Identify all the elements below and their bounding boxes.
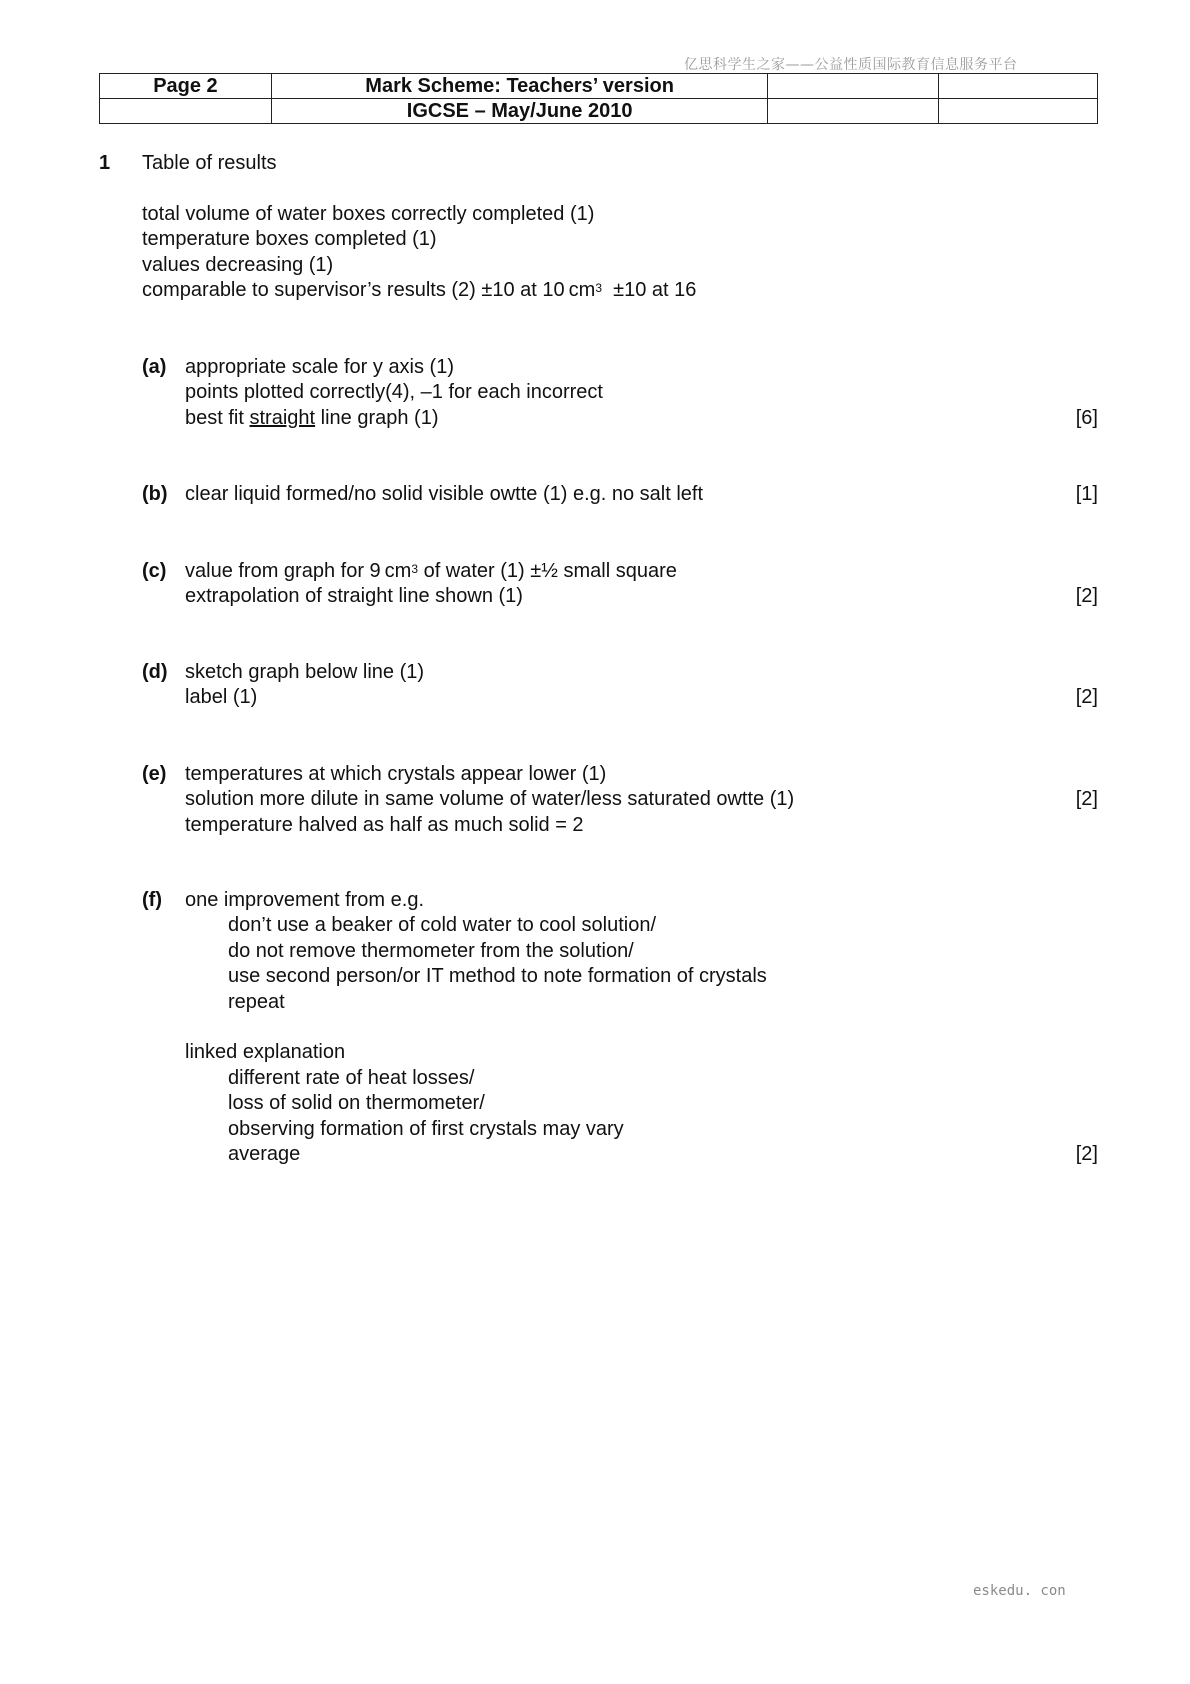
header-empty-cell bbox=[939, 99, 1098, 124]
question-title: Table of results bbox=[142, 152, 277, 174]
part-label-d: (d) bbox=[142, 661, 168, 683]
q1-comparable-text: comparable to supervisor’s results (2) ±10 at 10 cm bbox=[142, 279, 596, 301]
part-a-mark: [6] bbox=[1075, 407, 1098, 429]
q1-comparable-line bbox=[142, 278, 696, 302]
part-e-line: temperature halved as half as much solid = 2 bbox=[185, 814, 584, 836]
header-empty-cell bbox=[768, 99, 939, 124]
question-number: 1 bbox=[99, 152, 111, 174]
part-c-mark: [2] bbox=[1075, 585, 1098, 607]
part-f-explanation: different rate of heat losses/ bbox=[228, 1067, 475, 1089]
part-f-improvement: use second person/or IT method to note formation of crystals bbox=[228, 965, 767, 987]
part-d-mark: [2] bbox=[1075, 686, 1098, 708]
part-f-improvement: don’t use a beaker of cold water to cool solution/ bbox=[228, 914, 657, 936]
part-b-line: clear liquid formed/no solid visible owtte (1) e.g. no salt left bbox=[185, 483, 704, 505]
header-table bbox=[99, 73, 1098, 124]
part-f-mark: [2] bbox=[1075, 1143, 1098, 1165]
part-f-improvement: repeat bbox=[228, 991, 285, 1013]
header-title: Mark Scheme: Teachers’ version bbox=[271, 74, 768, 99]
q1-comparable-text: ±10 at 16 bbox=[613, 279, 697, 301]
q1-line: temperature boxes completed (1) bbox=[142, 228, 437, 250]
part-b-mark: [1] bbox=[1075, 483, 1098, 505]
watermark-bottom: eskedu. con bbox=[973, 1583, 1066, 1599]
part-c-line bbox=[185, 559, 677, 583]
part-c-text: value from graph for 9 cm bbox=[185, 560, 412, 582]
watermark-top: 亿思科学生之家——公益性质国际教育信息服务平台 bbox=[684, 57, 1018, 73]
part-d-line: label (1) bbox=[185, 686, 258, 708]
part-f-intro: one improvement from e.g. bbox=[185, 889, 424, 911]
superscript: 3 bbox=[411, 562, 419, 576]
part-e-line: solution more dilute in same volume of water/less saturated owtte (1) bbox=[185, 788, 795, 810]
part-d-line: sketch graph below line (1) bbox=[185, 661, 425, 683]
part-a-line: appropriate scale for y axis (1) bbox=[185, 356, 455, 378]
header-empty-cell bbox=[100, 99, 272, 124]
part-c-line: extrapolation of straight line shown (1) bbox=[185, 585, 523, 607]
header-empty-cell bbox=[939, 74, 1098, 99]
part-f-explanation: average bbox=[228, 1143, 301, 1165]
underlined-text: straight bbox=[249, 407, 316, 429]
part-a-text: best fit bbox=[185, 407, 250, 429]
q1-line: values decreasing (1) bbox=[142, 254, 334, 276]
header-subtitle: IGCSE – May/June 2010 bbox=[271, 99, 768, 124]
part-a-line: points plotted correctly(4), –1 for each incorrect bbox=[185, 381, 603, 403]
part-f-explanation: observing formation of first crystals may vary bbox=[228, 1118, 624, 1140]
part-a-line bbox=[185, 406, 438, 430]
superscript: 3 bbox=[595, 281, 603, 295]
part-c-text: of water (1) ±½ small square bbox=[418, 560, 677, 582]
part-e-line: temperatures at which crystals appear lower (1) bbox=[185, 763, 607, 785]
part-f-explanation: loss of solid on thermometer/ bbox=[228, 1092, 485, 1114]
part-f-explanation-intro: linked explanation bbox=[185, 1041, 346, 1063]
part-label-e: (e) bbox=[142, 763, 167, 785]
part-f-improvement: do not remove thermometer from the solution/ bbox=[228, 940, 634, 962]
header-empty-cell bbox=[768, 74, 939, 99]
part-label-c: (c) bbox=[142, 560, 167, 582]
part-a-text: line graph (1) bbox=[315, 407, 439, 429]
part-e-mark: [2] bbox=[1075, 788, 1098, 810]
q1-line: total volume of water boxes correctly completed (1) bbox=[142, 203, 595, 225]
part-label-b: (b) bbox=[142, 483, 168, 505]
header-page: Page 2 bbox=[100, 74, 272, 99]
part-label-a: (a) bbox=[142, 356, 167, 378]
part-label-f: (f) bbox=[142, 889, 162, 911]
